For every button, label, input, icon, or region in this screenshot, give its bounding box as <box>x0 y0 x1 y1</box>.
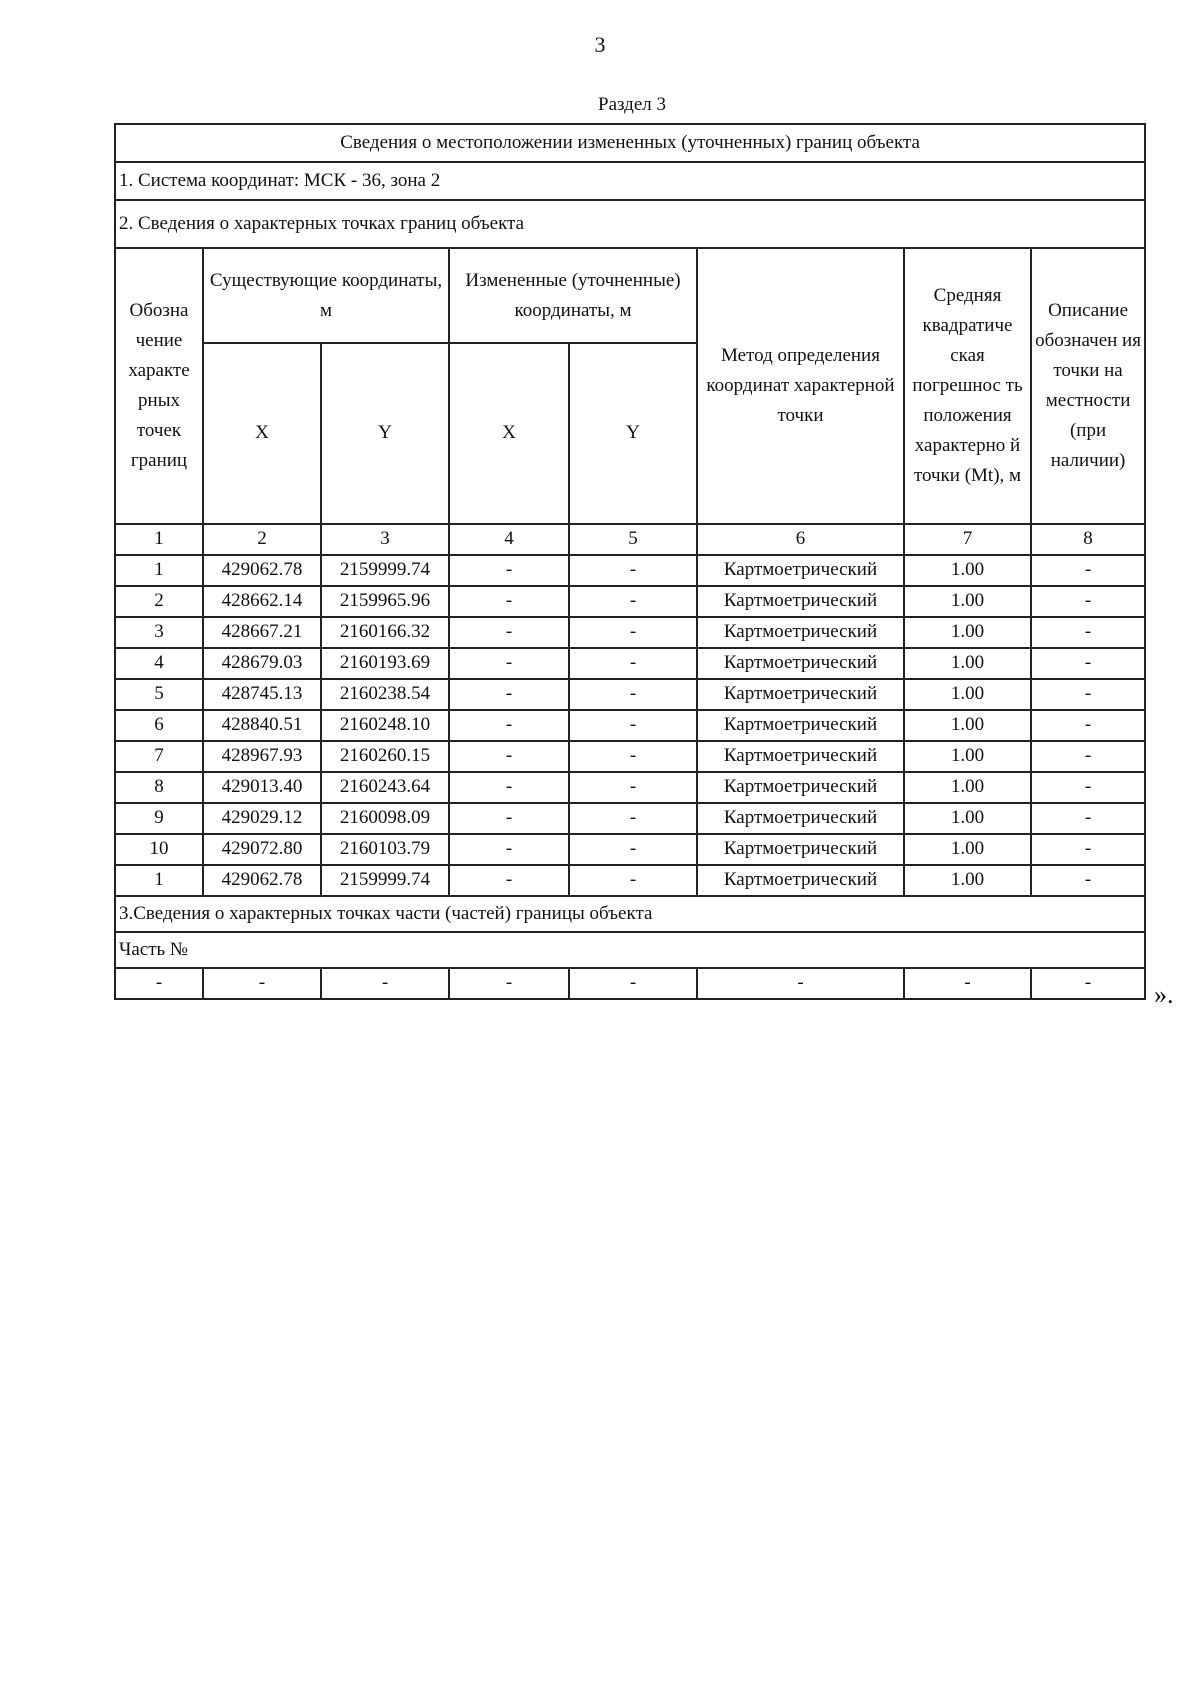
mean-error-cell: 1.00 <box>904 741 1031 772</box>
point-number-cell: 4 <box>115 648 203 679</box>
changed-y-cell: - <box>569 803 697 834</box>
point-number-cell: 7 <box>115 741 203 772</box>
table-row <box>115 772 1145 803</box>
table-row <box>115 648 1145 679</box>
changed-y-cell: - <box>569 865 697 896</box>
point-number-cell: 10 <box>115 834 203 865</box>
existing-y-cell: 2160238.54 <box>321 679 449 710</box>
mean-error-cell: 1.00 <box>904 648 1031 679</box>
existing-x-cell: 428679.03 <box>203 648 321 679</box>
changed-x-cell: - <box>449 679 569 710</box>
point-number-cell: 1 <box>115 865 203 896</box>
existing-y-cell: 2159999.74 <box>321 865 449 896</box>
table-row <box>115 617 1145 648</box>
table-row <box>115 679 1145 710</box>
table-row <box>115 555 1145 586</box>
mean-error-cell: 1.00 <box>904 555 1031 586</box>
existing-y-cell: 2159999.74 <box>321 555 449 586</box>
method-cell: Картмоетрический <box>697 555 904 586</box>
table-row <box>115 741 1145 772</box>
parts-row <box>115 968 1145 999</box>
changed-x-cell: - <box>449 710 569 741</box>
existing-y-cell: 2160248.10 <box>321 710 449 741</box>
column-number: 4 <box>449 524 569 555</box>
description-cell: - <box>1031 772 1145 803</box>
description-cell: - <box>1031 803 1145 834</box>
existing-y-cell: 2160103.79 <box>321 834 449 865</box>
header-designation: Обозна чение характе рных точек границ <box>115 248 203 524</box>
existing-x-cell: 429013.40 <box>203 772 321 803</box>
changed-y-cell: - <box>569 555 697 586</box>
parts-cell: - <box>569 968 697 999</box>
column-number: 7 <box>904 524 1031 555</box>
mean-error-cell: 1.00 <box>904 834 1031 865</box>
parts-cell: - <box>1031 968 1145 999</box>
column-number: 8 <box>1031 524 1145 555</box>
mean-error-cell: 1.00 <box>904 586 1031 617</box>
part-label: Часть № <box>115 932 1145 968</box>
header-description: Описание обозначен ия точки на местности (при наличии) <box>1031 248 1145 524</box>
description-cell: - <box>1031 555 1145 586</box>
existing-x-cell: 428840.51 <box>203 710 321 741</box>
method-cell: Картмоетрический <box>697 586 904 617</box>
column-number: 2 <box>203 524 321 555</box>
mean-error-cell: 1.00 <box>904 772 1031 803</box>
changed-y-cell: - <box>569 741 697 772</box>
column-number: 1 <box>115 524 203 555</box>
changed-x-cell: - <box>449 834 569 865</box>
description-cell: - <box>1031 679 1145 710</box>
existing-x-cell: 428662.14 <box>203 586 321 617</box>
existing-y-cell: 2160166.32 <box>321 617 449 648</box>
existing-y-cell: 2160243.64 <box>321 772 449 803</box>
method-cell: Картмоетрический <box>697 803 904 834</box>
existing-y-cell: 2160260.15 <box>321 741 449 772</box>
point-number-cell: 3 <box>115 617 203 648</box>
changed-x-cell: - <box>449 865 569 896</box>
changed-y-cell: - <box>569 834 697 865</box>
method-cell: Картмоетрический <box>697 865 904 896</box>
column-number: 3 <box>321 524 449 555</box>
table-row <box>115 586 1145 617</box>
point-number-cell: 9 <box>115 803 203 834</box>
existing-y-cell: 2160098.09 <box>321 803 449 834</box>
existing-x-cell: 429062.78 <box>203 555 321 586</box>
parts-cell: - <box>115 968 203 999</box>
existing-x-cell: 429029.12 <box>203 803 321 834</box>
method-cell: Картмоетрический <box>697 710 904 741</box>
parts-cell: - <box>449 968 569 999</box>
existing-y-cell: 2159965.96 <box>321 586 449 617</box>
existing-y-cell: 2160193.69 <box>321 648 449 679</box>
parts-cell: - <box>321 968 449 999</box>
header-existing-coords: Существующие координаты, м <box>203 248 449 343</box>
header-method: Метод определения координат характерной точки <box>697 248 904 524</box>
point-number-cell: 6 <box>115 710 203 741</box>
parts-heading: 3.Сведения о характерных точках части (частей) границы объекта <box>115 896 1145 932</box>
changed-x-cell: - <box>449 648 569 679</box>
existing-x-cell: 428667.21 <box>203 617 321 648</box>
points-heading: 2. Сведения о характерных точках границ объекта <box>115 200 1145 248</box>
header-existing-x: X <box>203 343 321 524</box>
mean-error-cell: 1.00 <box>904 865 1031 896</box>
changed-x-cell: - <box>449 555 569 586</box>
page-number: 3 <box>594 32 606 57</box>
mean-error-cell: 1.00 <box>904 617 1031 648</box>
table-row <box>115 803 1145 834</box>
method-cell: Картмоетрический <box>697 741 904 772</box>
mean-error-cell: 1.00 <box>904 803 1031 834</box>
parts-cell: - <box>203 968 321 999</box>
existing-x-cell: 428967.93 <box>203 741 321 772</box>
description-cell: - <box>1031 834 1145 865</box>
changed-x-cell: - <box>449 741 569 772</box>
boundary-coordinates-table <box>114 123 1146 1000</box>
method-cell: Картмоетрический <box>697 648 904 679</box>
coordinate-system: 1. Система координат: МСК - 36, зона 2 <box>115 162 1145 200</box>
table-title: Сведения о местоположении измененных (уточненных) границ объекта <box>115 124 1145 162</box>
changed-y-cell: - <box>569 586 697 617</box>
changed-y-cell: - <box>569 710 697 741</box>
description-cell: - <box>1031 710 1145 741</box>
changed-x-cell: - <box>449 586 569 617</box>
point-number-cell: 8 <box>115 772 203 803</box>
method-cell: Картмоетрический <box>697 772 904 803</box>
header-changed-coords: Измененные (уточненные) координаты, м <box>449 248 697 343</box>
table-row <box>115 865 1145 896</box>
column-number-row <box>115 524 1145 555</box>
point-number-cell: 1 <box>115 555 203 586</box>
changed-x-cell: - <box>449 772 569 803</box>
method-cell: Картмоетрический <box>697 679 904 710</box>
method-cell: Картмоетрический <box>697 834 904 865</box>
header-existing-y: Y <box>321 343 449 524</box>
description-cell: - <box>1031 741 1145 772</box>
point-number-cell: 5 <box>115 679 203 710</box>
changed-y-cell: - <box>569 679 697 710</box>
table-row <box>115 710 1145 741</box>
method-cell: Картмоетрический <box>697 617 904 648</box>
header-changed-y: Y <box>569 343 697 524</box>
description-cell: - <box>1031 648 1145 679</box>
section-title: Раздел 3 <box>598 94 666 115</box>
column-number: 6 <box>697 524 904 555</box>
parts-cell: - <box>904 968 1031 999</box>
point-number-cell: 2 <box>115 586 203 617</box>
changed-y-cell: - <box>569 648 697 679</box>
existing-x-cell: 429062.78 <box>203 865 321 896</box>
parts-cell: - <box>697 968 904 999</box>
changed-y-cell: - <box>569 617 697 648</box>
mean-error-cell: 1.00 <box>904 679 1031 710</box>
changed-y-cell: - <box>569 772 697 803</box>
description-cell: - <box>1031 586 1145 617</box>
header-changed-x: X <box>449 343 569 524</box>
closing-quote-mark: ». <box>1154 980 1174 1009</box>
existing-x-cell: 428745.13 <box>203 679 321 710</box>
changed-x-cell: - <box>449 617 569 648</box>
header-error: Средняя квадратиче ская погрешнос ть положения характерно й точки (Mt), м <box>904 248 1031 524</box>
changed-x-cell: - <box>449 803 569 834</box>
mean-error-cell: 1.00 <box>904 710 1031 741</box>
table-row <box>115 834 1145 865</box>
description-cell: - <box>1031 617 1145 648</box>
column-number: 5 <box>569 524 697 555</box>
existing-x-cell: 429072.80 <box>203 834 321 865</box>
description-cell: - <box>1031 865 1145 896</box>
